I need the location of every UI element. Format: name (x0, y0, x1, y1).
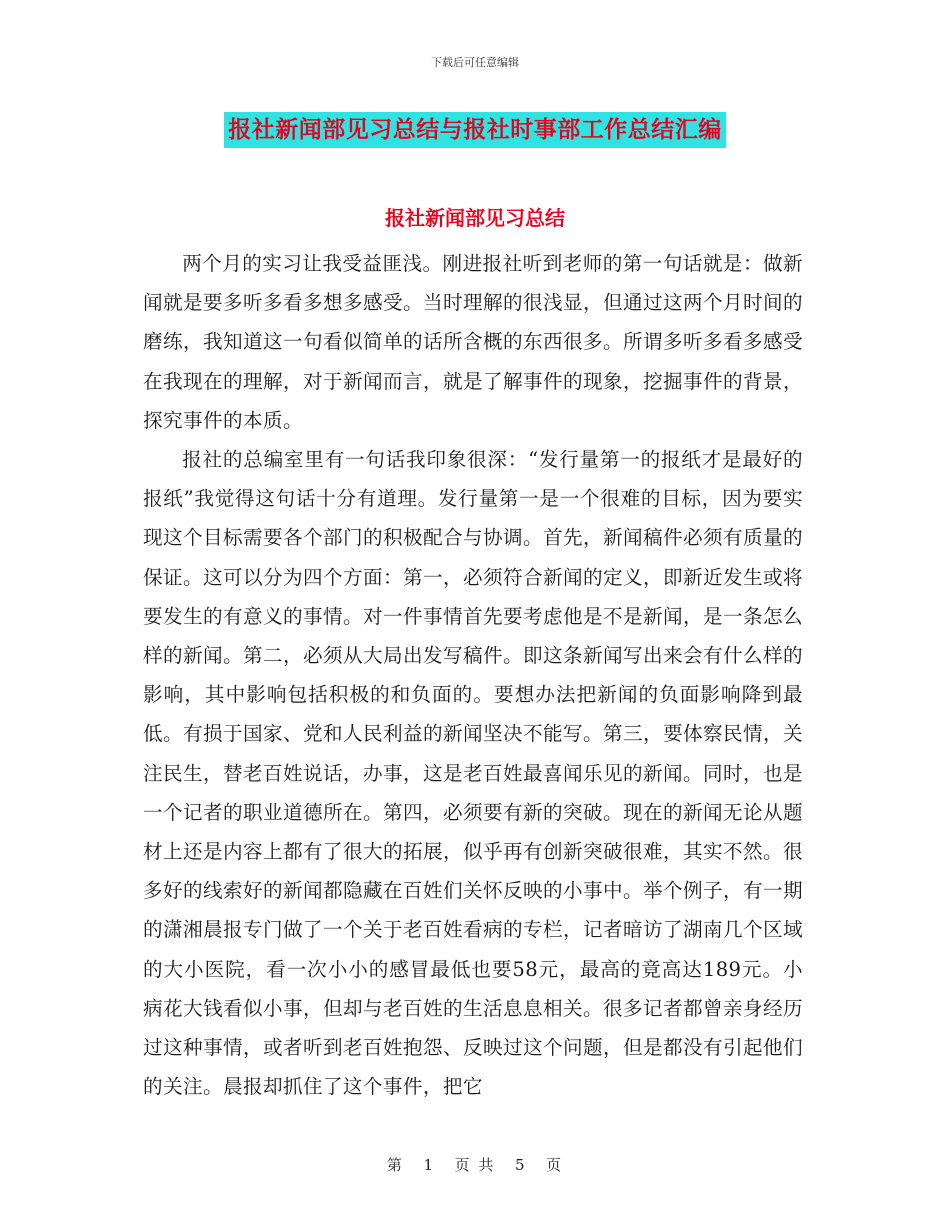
section-title: 报社新闻部见习总结 (385, 206, 565, 230)
footer-mid: 页 共 (454, 1156, 496, 1174)
footer-prefix: 第 (386, 1156, 404, 1174)
document-title-container (0, 112, 950, 148)
page-footer (0, 1154, 950, 1175)
document-title: 报社新闻部见习总结与报社时事部工作总结汇编 (224, 112, 726, 148)
footer-page-number: 1 (423, 1156, 436, 1174)
document-body (143, 244, 803, 1106)
paragraph-1: 两个月的实习让我受益匪浅。刚进报社听到老师的第一句话就是：做新闻就是要多听多看多想多感受。当时理解的很浅显，但通过这两个月时间的磨练，我知道这一句看似简单的话所含概的东西很多。所谓多听多看多感受在我现在的理解，对于新闻而言，就是了解事件的现象，挖掘事件的背景，探究事件的本质。 (143, 252, 803, 432)
paragraph-2: 报社的总编室里有一句话我印象很深：“发行量第一的报纸才是最好的报纸”我觉得这句话十分有道理。发行量第一是一个很难的目标，因为要实现这个目标需要各个部门的积极配合与协调。首先，新闻稿件必须有质量的保证。这可以分为四个方面：第一，必须符合新闻的定义，即新近发生或将要发生的有意义的事情。对一件事情首先要考虑他是不是新闻，是一条怎么样的新闻。第二，必须从大局出发写稿件。即这条新闻写出来会有什么样的影响，其中影响包括积极的和负面的。要想办法把新闻的负面影响降到最低。有损于国家、党和人民利益的新闻坚决不能写。第三，要体察民情，关注民生，替老百姓说话，办事，这是老百姓最喜闻乐见的新闻。同时，也是一个记者的职业道德所在。第四，必须要有新的突破。现在的新闻无论从题材上还是内容上都有了很大的拓展，似乎再有创新突破很难，其实不然。很多好的线索好的新闻都隐藏在百姓们关怀反映的小事中。举个例子，有一期的潇湘晨报专门做了一个关于老百姓看病的专栏，记者暗访了湖南几个区域的大小医院，看一次小小的感冒最低也要58元，最高的竟高达189元。小病花大钱看似小事，但却与老百姓的生活息息相关。很多记者都曾亲身经历过这种事情，或者听到老百姓抱怨、反映过这个问题，但是都没有引起他们的关注。晨报却抓住了这个事件，把它 (143, 448, 803, 1099)
footer-suffix: 页 (546, 1156, 564, 1174)
footer-total-pages: 5 (514, 1156, 527, 1174)
page-header-note: 下载后可任意编辑 (431, 56, 519, 69)
